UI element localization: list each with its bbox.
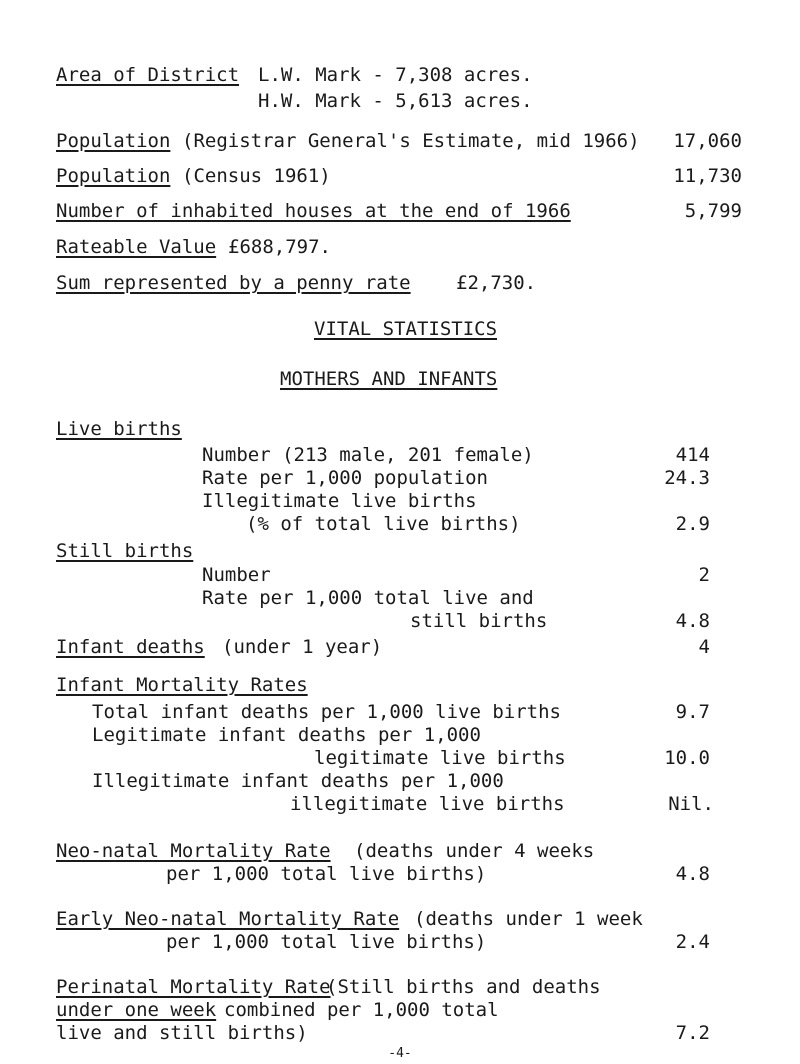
legit-infant-deaths-label-cont: legitimate live births [314, 747, 566, 769]
inhabited-houses-label: Number of inhabited houses at the end of 1966 [56, 200, 571, 222]
live-births-rate-label: Rate per 1,000 population [202, 467, 488, 489]
illegitimate-live-births-value: 2.9 [675, 513, 710, 535]
area-of-district-label: Area of District [56, 64, 240, 86]
live-births-number-label: Number (213 male, 201 female) [202, 444, 534, 466]
still-births-rate-label: Rate per 1,000 total live and [202, 587, 534, 609]
total-infant-deaths-value: 9.7 [675, 701, 710, 723]
vital-statistics-heading: VITAL STATISTICS [314, 318, 498, 340]
perinatal-text: (Still births and deaths [326, 976, 601, 998]
still-births-heading: Still births [56, 540, 194, 562]
inhabited-houses-value: 5,799 [684, 200, 742, 222]
neo-natal-value: 4.8 [675, 863, 710, 885]
neo-natal-label: Neo-natal Mortality Rate [56, 840, 331, 862]
hw-mark: H.W. Mark - 5,613 acres. [258, 90, 533, 112]
population-estimate-label: Population [56, 130, 171, 152]
live-births-heading: Live births [56, 418, 182, 440]
rateable-value-amount: £688,797. [228, 236, 331, 258]
legit-infant-deaths-value: 10.0 [664, 747, 710, 769]
population-census-text: (Census 1961) [182, 165, 331, 187]
penny-rate-label: Sum represented by a penny rate [56, 272, 411, 294]
page-number: -4- [388, 1046, 412, 1061]
early-neo-natal-value: 2.4 [675, 931, 710, 953]
still-births-number-label: Number [202, 564, 271, 586]
early-neo-natal-text: (deaths under 1 week [414, 908, 643, 930]
perinatal-text-cont-a: under one week [56, 999, 217, 1021]
perinatal-label: Perinatal Mortality Rate [56, 976, 331, 998]
still-births-number-value: 2 [698, 564, 710, 586]
population-estimate-value: 17,060 [673, 130, 742, 152]
infant-deaths-value: 4 [698, 636, 710, 658]
illegitimate-live-births-label: Illegitimate live births [202, 490, 477, 512]
illegitimate-live-births-pct-label: (% of total live births) [246, 513, 521, 535]
neo-natal-text: (deaths under 4 weeks [354, 840, 595, 862]
still-births-rate-value: 4.8 [675, 610, 710, 632]
perinatal-value: 7.2 [675, 1022, 710, 1044]
perinatal-text-cont-b: combined per 1,000 total [224, 999, 499, 1021]
rateable-value-label: Rateable Value [56, 236, 217, 258]
penny-rate-amount: £2,730. [456, 272, 537, 294]
mothers-infants-heading: MOTHERS AND INFANTS [280, 368, 498, 390]
early-neo-natal-label: Early Neo-natal Mortality Rate [56, 908, 400, 930]
infant-deaths-label: Infant deaths [56, 636, 205, 658]
total-infant-deaths-label: Total infant deaths per 1,000 live births [92, 701, 561, 723]
still-births-rate-label-cont: still births [410, 610, 548, 632]
legit-infant-deaths-label: Legitimate infant deaths per 1,000 [92, 724, 481, 746]
live-births-rate-value: 24.3 [664, 467, 710, 489]
population-census-value: 11,730 [673, 165, 742, 187]
illegit-infant-deaths-label: Illegitimate infant deaths per 1,000 [92, 770, 504, 792]
live-births-number-value: 414 [675, 444, 710, 466]
illegit-infant-deaths-value: Nil. [668, 793, 714, 815]
population-census-label: Population [56, 165, 171, 187]
infant-mortality-heading: Infant Mortality Rates [56, 674, 308, 696]
perinatal-text-cont-c: live and still births) [56, 1022, 308, 1044]
illegit-infant-deaths-label-cont: illegitimate live births [290, 793, 565, 815]
infant-deaths-text: (under 1 year) [222, 636, 383, 658]
neo-natal-text-cont: per 1,000 total live births) [166, 863, 487, 885]
population-estimate-text: (Registrar General's Estimate, mid 1966) [182, 130, 640, 152]
lw-mark: L.W. Mark - 7,308 acres. [258, 64, 533, 86]
early-neo-natal-text-cont: per 1,000 total live births) [166, 931, 487, 953]
